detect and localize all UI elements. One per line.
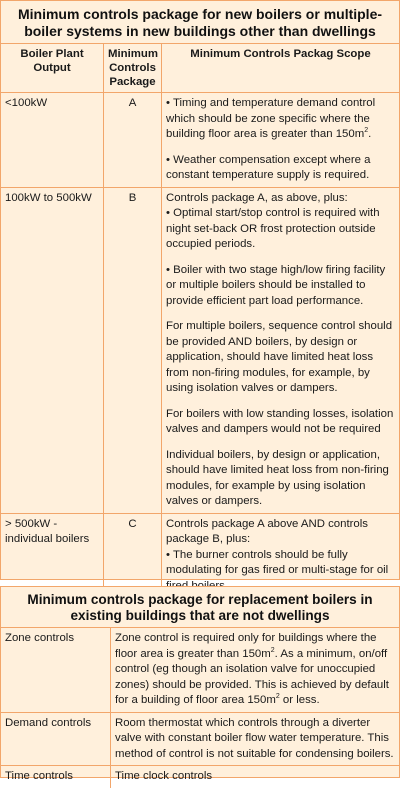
scope-paragraph: • Boiler with two stage high/low firing facility or multiple boilers should be installed to provide efficient part load performance. <box>166 263 386 307</box>
scope-paragraph: • Weather compensation except where a constant temperature supply is required. <box>166 153 371 181</box>
row-output: > 500kW - individual boilers <box>1 514 104 598</box>
table-row <box>1 188 399 514</box>
scope-paragraph: For multiple boilers, sequence control should be provided AND boilers, by design or application, should have limited heat loss from non-firing modules, for example, by using isolation valves or dampers. <box>166 320 393 394</box>
table1-title: Minimum controls package for new boilers or multiple-boiler systems in new buildings other than dwellings <box>1 1 399 44</box>
scope-paragraph: Individual boilers, by design or application, should have limited heat loss from non-firing modules, for example by using isolation valves or dampers. <box>166 448 389 507</box>
scope-paragraph: Controls package A above AND controls package B, plus: <box>166 517 368 545</box>
row-package: A <box>104 93 162 187</box>
row-label: Zone controls <box>1 628 111 712</box>
table-row <box>1 514 399 598</box>
table2-title: Minimum controls package for replacement boilers in existing buildings that are not dwellings <box>1 587 399 628</box>
row-text: Time clock controls <box>115 770 213 782</box>
scope-paragraph: • Optimal start/stop control is required with night set-back OR frost protection outside occupied periods. <box>166 207 380 250</box>
header-minimum-controls-package: Minimum Controls Package <box>104 44 162 92</box>
row-label: Time controls <box>1 766 111 788</box>
row-scope <box>162 514 399 598</box>
row-output: <100kW <box>1 93 104 187</box>
row-package: B <box>104 188 162 513</box>
header-minimum-controls-scope: Minimum Controls Packag Scope <box>190 48 371 60</box>
table-row <box>1 628 399 713</box>
scope-paragraph: For boilers with low standing losses, isolation valves and dampers would not be required <box>166 407 394 435</box>
scope-paragraph: • Timing and temperature demand control which should be zone specific where the building floor area is greater than $150m^2$. <box>166 97 376 140</box>
table-row <box>1 766 399 788</box>
scope-paragraph: • The burner controls should be fully modulating for gas fired or multi-stage for oil <box>166 548 389 576</box>
row-package: C <box>104 514 162 598</box>
replacement-boilers-controls-table <box>0 586 400 782</box>
header-boiler-plant-output: Boiler Plant Output <box>1 44 104 92</box>
row-text: Room thermostat which controls through a diverter valve with constant boiler flow water temperature. This method of control is not suitable for condensing boilers. <box>115 716 394 760</box>
row-text: Zone control is required only for buildings where the floor area is greater than $150m^2$. As a minimum, on/off control (eg though an isolation valve for unoccupied zones) should be provided. This is achieved by default for a building of floor area $150m^2$ or less. <box>115 632 389 706</box>
row-output: 100kW to 500kW <box>1 188 104 513</box>
table1-header-row <box>1 44 399 93</box>
row-scope <box>162 188 399 513</box>
row-scope <box>162 93 399 187</box>
table-row <box>1 713 399 767</box>
scope-paragraph: Controls package A, as above, plus: <box>166 191 348 204</box>
row-label: Demand controls <box>1 713 111 766</box>
table-row <box>1 93 399 188</box>
